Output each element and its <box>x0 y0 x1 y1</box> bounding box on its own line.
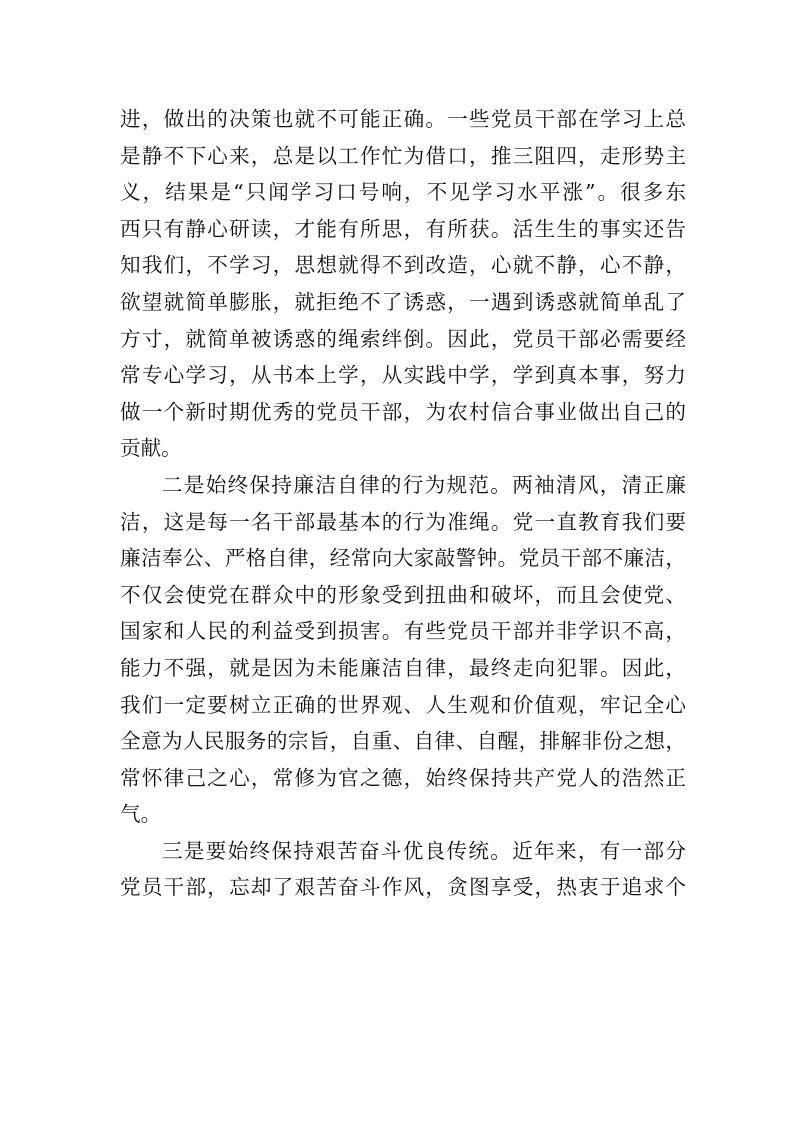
text-line: 方寸，就简单被诱惑的绳索绊倒。因此，党员干部必需要经 <box>120 326 686 351</box>
paragraph-first-line: 三是要始终保持艰苦奋斗优良传统。近年来，有一部分 <box>162 838 686 863</box>
text-line: 国家和人民的利益受到损害。有些党员干部并非学识不高， <box>120 619 686 644</box>
text-line: 做一个新时期优秀的党员干部，为农村信合事业做出自己的 <box>120 399 686 424</box>
text-line: 常怀律己之心，常修为官之德，始终保持共产党人的浩然正 <box>120 765 686 790</box>
text-line: 西只有静心研读，才能有所思，有所获。活生生的事实还告 <box>120 216 686 241</box>
text-line: 能力不强，就是因为未能廉洁自律，最终走向犯罪。因此， <box>120 655 686 680</box>
text-line: 进，做出的决策也就不可能正确。一些党员干部在学习上总 <box>120 107 686 131</box>
text-line: 不仅会使党在群众中的形象受到扭曲和破坏，而且会使党、 <box>120 582 686 607</box>
text-line: 知我们，不学习，思想就得不到改造，心就不静，心不静， <box>120 253 686 278</box>
document-body <box>120 101 686 906</box>
paragraph-first-line: 二是始终保持廉洁自律的行为规范。两袖清风，清正廉 <box>162 472 686 497</box>
text-line: 贡献。 <box>120 436 182 461</box>
text-line: 廉洁奉公、严格自律，经常向大家敲警钟。党员干部不廉洁， <box>120 546 686 571</box>
text-line: 气。 <box>120 802 162 827</box>
text-line: 全意为人民服务的宗旨，自重、自律、自醒，排解非份之想， <box>120 729 686 754</box>
text-line: 是静不下心来，总是以工作忙为借口，推三阻四，走形势主 <box>120 143 686 168</box>
text-line: 欲望就简单膨胀，就拒绝不了诱惑，一遇到诱惑就简单乱了 <box>120 289 686 314</box>
text-line: 常专心学习，从书本上学，从实践中学，学到真本事，努力 <box>120 363 686 388</box>
text-line: 洁，这是每一名干部最基本的行为准绳。党一直教育我们要 <box>120 509 686 534</box>
text-line: 党员干部，忘却了艰苦奋斗作风，贪图享受，热衷于追求个 <box>120 875 686 900</box>
text-line: 义，结果是“只闻学习口号响，不见学习水平涨”。很多东 <box>120 180 686 205</box>
text-line: 我们一定要树立正确的世界观、人生观和价值观，牢记全心 <box>120 692 686 717</box>
